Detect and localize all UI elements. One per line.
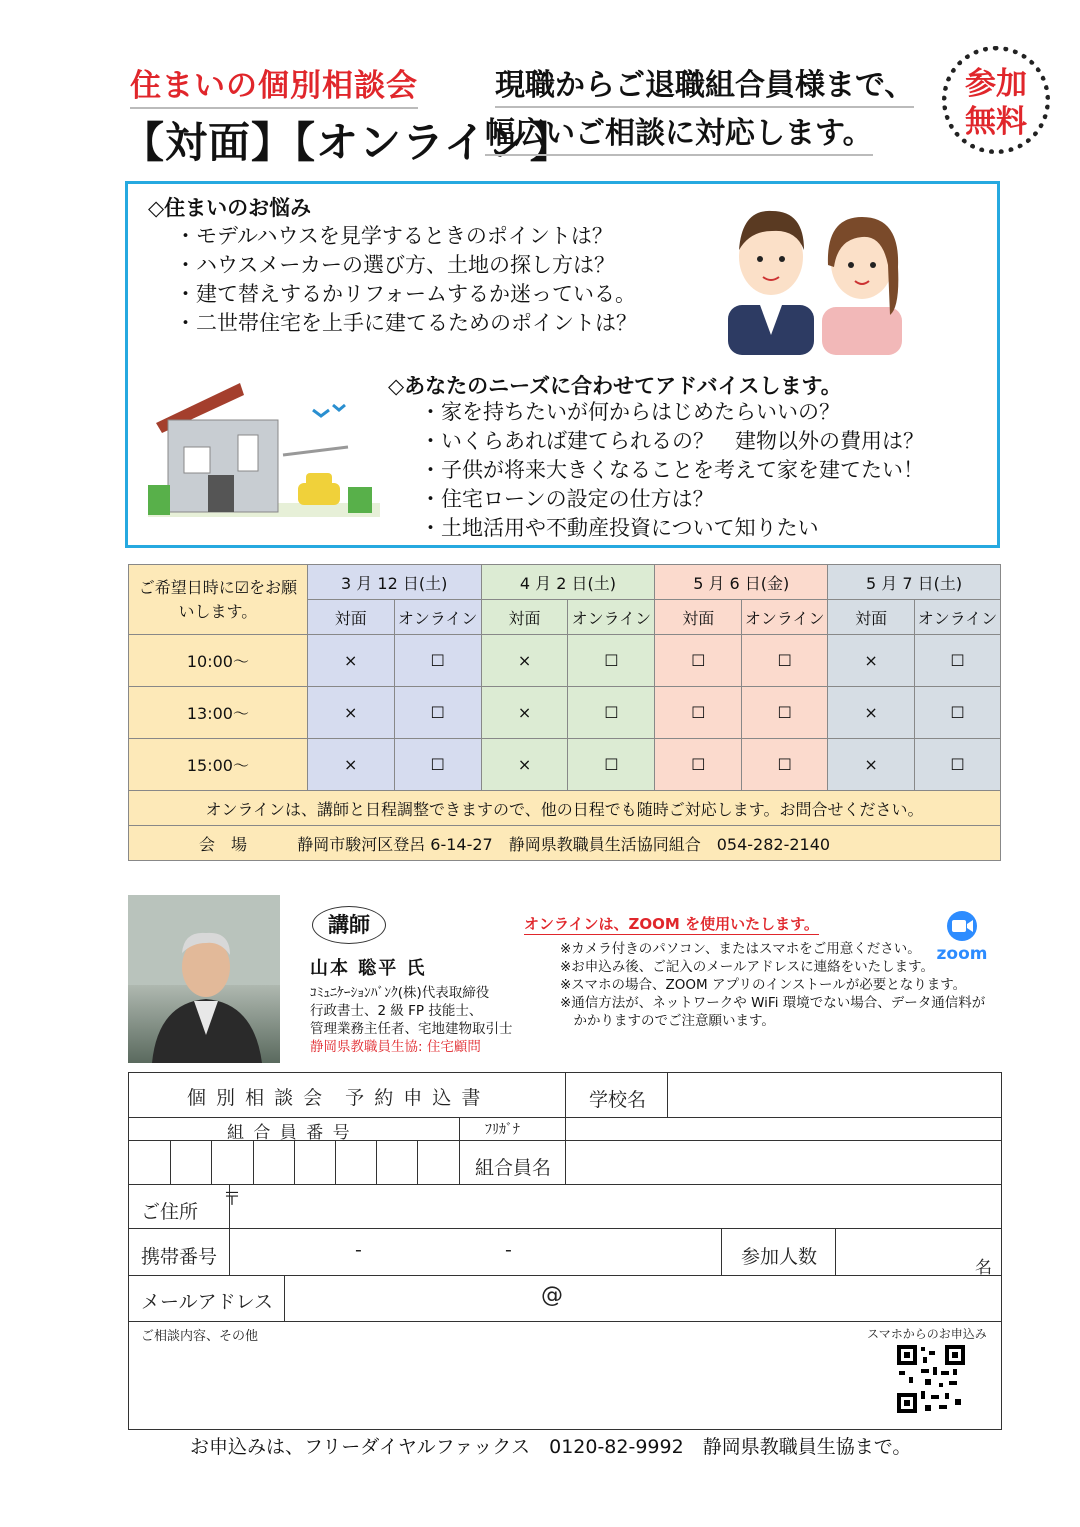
consultation-input[interactable] (135, 1345, 855, 1425)
concern-item: ・二世帯住宅を上手に建てるためのポイントは？ (175, 311, 637, 335)
phone-input[interactable] (231, 1230, 719, 1274)
slot-checkbox[interactable]: ☐ (568, 687, 655, 739)
advice-item: ・土地活用や不動産投資について知りたい (420, 516, 819, 540)
application-form (128, 1072, 1002, 1430)
unavailable-mark: × (481, 739, 568, 791)
zoom-heading: オンラインは、ZOOM を使用いたします。 (524, 915, 819, 933)
badge-line-2: 無料 (965, 104, 1027, 140)
participants-input[interactable] (837, 1230, 972, 1274)
type-inperson: 対面 (307, 600, 394, 635)
zoom-wordmark: zoom (936, 944, 988, 964)
slot-checkbox[interactable]: ☐ (655, 687, 742, 739)
unavailable-mark: × (307, 739, 394, 791)
slot-checkbox[interactable]: ☐ (394, 635, 481, 687)
unavailable-mark: × (828, 687, 915, 739)
credential-line: 管理業務主任者、宅地建物取引士 (310, 1021, 513, 1037)
advice-item: ・住宅ローンの設定の仕方は？ (420, 487, 714, 511)
member-number-input[interactable] (129, 1141, 458, 1183)
schedule-corner-label: ご希望日時に☑をお願いします。 (129, 565, 308, 635)
zoom-note: ※お申込み後、ご記入のメールアドレスに連絡をいたします。 (560, 959, 935, 975)
footer-fax: お申込みは、フリーダイヤルファックス 0120-82-9992 静岡県教職員生協まで。 (190, 1436, 912, 1458)
slot-checkbox[interactable]: ☐ (655, 635, 742, 687)
slot-checkbox[interactable]: ☐ (394, 739, 481, 791)
unavailable-mark: × (828, 739, 915, 791)
unavailable-mark: × (481, 635, 568, 687)
type-online: オンライン (915, 600, 1001, 635)
school-label: 学校名 (589, 1089, 647, 1111)
email-input[interactable] (286, 1277, 999, 1320)
subtitle-line-2: 幅広いご相談に対応します。 (485, 108, 873, 156)
unavailable-mark: × (481, 687, 568, 739)
zoom-note: かかりますのでご注意願います。 (560, 1013, 775, 1029)
subtitle-line-1: 現職からご退職組合員様まで、 (495, 60, 914, 108)
type-inperson: 対面 (655, 600, 742, 635)
type-online: オンライン (742, 600, 828, 635)
slot-checkbox[interactable]: ☐ (394, 687, 481, 739)
advice-item: ・子供が将来大きくなることを考えて家を建てたい！ (420, 458, 924, 482)
concern-item: ・建て替えするかリフォームするか迷っている。 (175, 282, 636, 306)
other-label: ご相談内容、その他 (141, 1329, 259, 1344)
time-slot: 15:00～ (129, 739, 308, 791)
type-inperson: 対面 (828, 600, 915, 635)
phone-dash-2: - (505, 1239, 512, 1261)
zoom-note: ※カメラ付きのパソコン、またはスマホをご用意ください。 (560, 941, 921, 957)
venue-row (129, 826, 1001, 861)
slot-checkbox[interactable]: ☐ (655, 739, 742, 791)
slot-checkbox[interactable]: ☐ (742, 687, 828, 739)
unavailable-mark: × (307, 687, 394, 739)
instructor-label: 講師 (312, 906, 386, 944)
member-name-input[interactable] (567, 1141, 999, 1183)
type-online: オンライン (394, 600, 481, 635)
credential-role: 静岡県教職員生協: 住宅顧問 (310, 1039, 481, 1055)
form-title: 個 別 相 談 会 予 約 申 込 書 (187, 1087, 483, 1109)
date-header: 5 月 6 日(金) (655, 565, 828, 600)
free-participation-badge (942, 46, 1050, 154)
schedule-table (128, 564, 1001, 861)
slot-checkbox[interactable]: ☐ (915, 635, 1001, 687)
venue-label: 会 場 (199, 834, 248, 854)
postal-mark: 〒 (223, 1189, 241, 1210)
participants-unit: 名 (975, 1258, 992, 1278)
advice-item: ・いくらあれば建てられるの？ 建物以外の費用は？ (420, 429, 924, 453)
address-input[interactable] (231, 1185, 999, 1227)
slot-checkbox[interactable]: ☐ (915, 687, 1001, 739)
unavailable-mark: × (307, 635, 394, 687)
email-label: メールアドレス (141, 1291, 274, 1313)
furigana-input[interactable] (567, 1118, 999, 1139)
unavailable-mark: × (828, 635, 915, 687)
advice-list (420, 398, 924, 543)
advice-item: ・家を持ちたいが何からはじめたらいいの？ (420, 400, 840, 424)
instructor-photo (128, 895, 280, 1063)
concerns-heading: ◇住まいのお悩み (148, 196, 312, 220)
member-name-label: 組合員名 (475, 1157, 552, 1179)
address-label: ご住所 (141, 1201, 199, 1223)
slot-checkbox[interactable]: ☐ (742, 635, 828, 687)
advice-heading: ◇あなたのニーズに合わせてアドバイスします。 (388, 374, 842, 398)
badge-line-1: 参加 (965, 66, 1027, 102)
email-at: @ (541, 1283, 563, 1308)
venue-address: 静岡市駿河区登呂 6-14-27 静岡県教職員生活協同組合 054-282-2140 (297, 834, 831, 854)
slot-checkbox[interactable]: ☐ (568, 635, 655, 687)
school-input[interactable] (669, 1075, 999, 1115)
phone-label: 携帯番号 (141, 1246, 218, 1268)
slot-checkbox[interactable]: ☐ (915, 739, 1001, 791)
zoom-note: ※スマホの場合、ZOOM アプリのインストールが必要となります。 (560, 977, 967, 993)
concerns-list (175, 222, 637, 338)
consultants-illustration (722, 195, 904, 355)
type-online: オンライン (568, 600, 655, 635)
house-illustration (148, 375, 380, 525)
credential-line: ｺﾐｭﾆｹｰｼｮﾝﾊﾞﾝｸ(株)代表取締役 (310, 985, 490, 1001)
slot-checkbox[interactable]: ☐ (568, 739, 655, 791)
date-header: 4 月 2 日(土) (481, 565, 655, 600)
zoom-camera-icon (942, 910, 982, 942)
credential-line: 行政書士、2 級 FP 技能士、 (310, 1003, 483, 1019)
type-inperson: 対面 (481, 600, 568, 635)
online-note: オンラインは、講師と日程調整できますので、他の日程でも随時ご対応します。お問合せください。 (129, 791, 1001, 826)
concern-item: ・ハウスメーカーの選び方、土地の探し方は？ (175, 253, 615, 277)
participants-label: 参加人数 (741, 1246, 818, 1268)
concern-item: ・モデルハウスを見学するときのポイントは？ (175, 224, 613, 248)
phone-dash-1: - (355, 1239, 362, 1261)
zoom-notes (560, 940, 985, 1030)
time-slot: 10:00～ (129, 635, 308, 687)
flyer-title: 住まいの個別相談会 (130, 60, 418, 109)
zoom-note: ※通信方法が、ネットワークや WiFi 環境でない場合、データ通信料が (560, 995, 986, 1011)
instructor-credentials (310, 984, 513, 1056)
date-header: 3 月 12 日(土) (307, 565, 481, 600)
date-header: 5 月 7 日(土) (828, 565, 1001, 600)
qr-code-icon[interactable] (895, 1343, 967, 1415)
format-title: 【対面】【オンライン】 (122, 118, 573, 167)
qr-label: スマホからのお申込み (867, 1327, 987, 1341)
furigana-label: ﾌﾘｶﾞﾅ (485, 1122, 520, 1138)
instructor-name: 山本 聡平 氏 (310, 958, 427, 979)
slot-checkbox[interactable]: ☐ (742, 739, 828, 791)
member-number-label: 組 合 員 番 号 (227, 1123, 352, 1143)
time-slot: 13:00～ (129, 687, 308, 739)
